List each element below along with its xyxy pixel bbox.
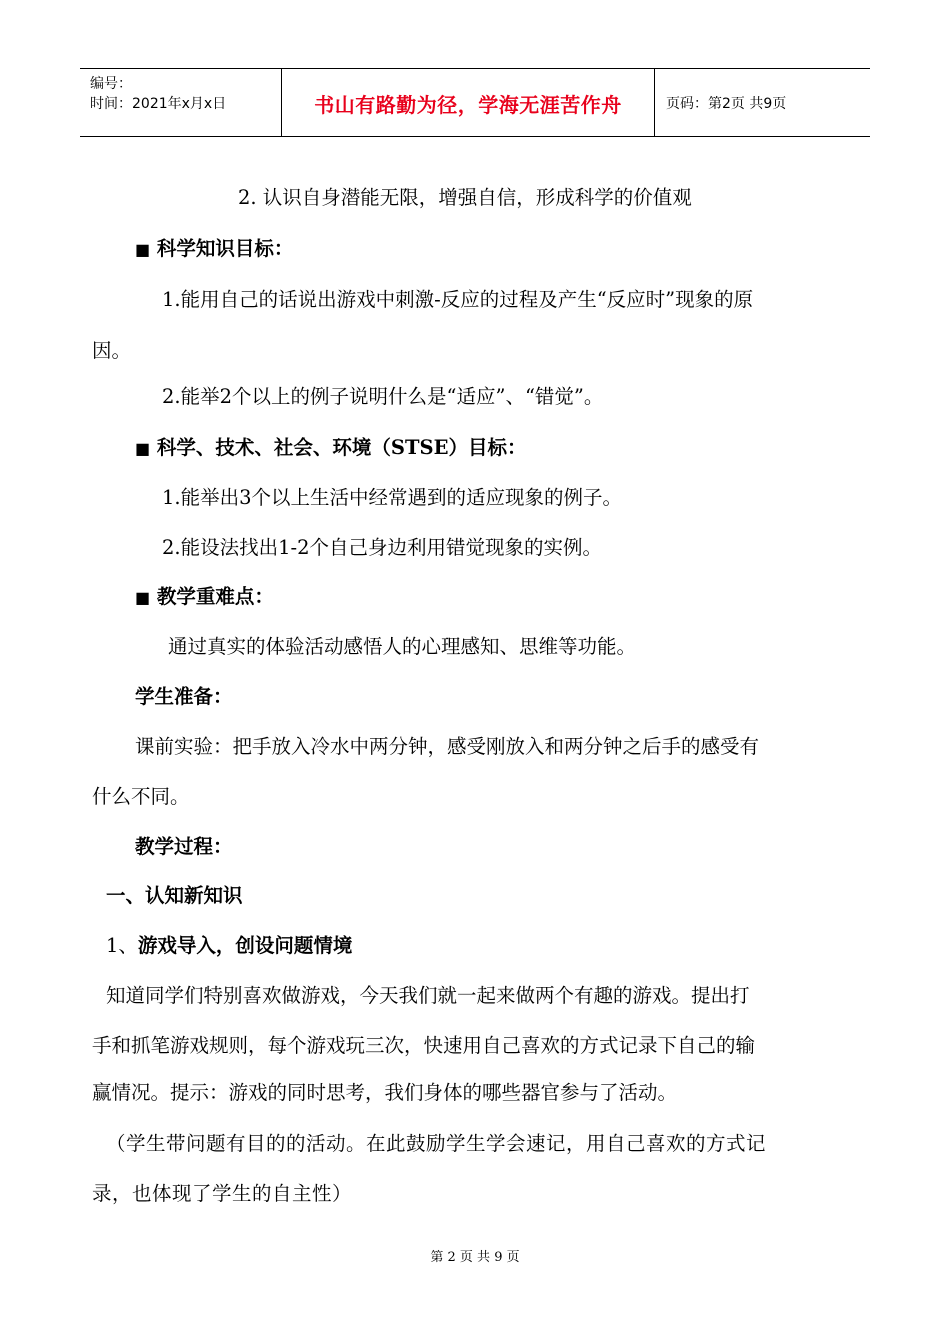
paragraph-line: 1.能举出3个以上生活中经常遇到的适应现象的例子。 xyxy=(162,486,623,509)
subsection-number: 1、 xyxy=(106,934,138,957)
number-label: 编号： xyxy=(90,76,132,92)
heading-science-goals xyxy=(135,233,293,261)
paragraph-line: 赢情况。提示：游戏的同时思考，我们身体的哪些器官参与了活动。 xyxy=(92,1081,678,1104)
heading-teaching-process: 教学过程： xyxy=(135,835,233,858)
paragraph-line: 2.能设法找出1-2个自己身边利用错觉现象的实例。 xyxy=(162,536,603,559)
heading-key-points xyxy=(135,581,274,609)
motto: 书山有路勤为径，学海无涯苦作舟 xyxy=(314,93,622,117)
bullet-square: ■ xyxy=(135,439,151,458)
bullet-square: ■ xyxy=(135,240,151,259)
header-motto-cell xyxy=(282,69,655,136)
header-info-cell xyxy=(80,69,282,136)
paragraph-line: 手和抓笔游戏规则，每个游戏玩三次，快速用自己喜欢的方式记录下自己的输 xyxy=(92,1034,756,1057)
note-line: （学生带问题有目的的活动。在此鼓励学生学会速记，用自己喜欢的方式记 xyxy=(106,1132,767,1155)
time-label: 时间：2021年x月x日 xyxy=(90,96,227,112)
paragraph-line: 1.能用自己的话说出游戏中刺激-反应的过程及产生“反应时”现象的原 xyxy=(162,288,754,311)
heading-text: 科学、技术、社会、环境（STSE）目标： xyxy=(156,436,527,459)
paragraph-line: 通过真实的体验活动感悟人的心理感知、思维等功能。 xyxy=(168,635,637,658)
page-info: 页码：第2页 共9页 xyxy=(666,96,787,112)
section-heading: 一、认知新知识 xyxy=(106,884,243,907)
heading-text: 科学知识目标： xyxy=(156,237,294,260)
subsection-heading xyxy=(106,930,352,958)
page-footer: 第 2 页 共 9 页 xyxy=(430,1250,520,1265)
paragraph-line: 知道同学们特别喜欢做游戏，今天我们就一起来做两个有趣的游戏。提出打 xyxy=(106,984,750,1007)
paragraph-line: 因。 xyxy=(92,339,132,362)
paragraph-line: 课前实验：把手放入冷水中两分钟，感受刚放入和两分钟之后手的感受有 xyxy=(135,735,760,758)
document-header xyxy=(80,68,870,137)
heading-text: 教学重难点： xyxy=(156,585,274,608)
header-page-cell xyxy=(656,69,870,136)
goal-line-values: 2. 认识自身潜能无限，增强自信，形成科学的价值观 xyxy=(238,186,692,209)
paragraph-line: 什么不同。 xyxy=(92,785,190,808)
heading-student-prep: 学生准备： xyxy=(135,685,233,708)
paragraph-line: 2.能举2个以上的例子说明什么是“适应”、“错觉”。 xyxy=(162,385,604,408)
note-line: 录，也体现了学生的自主性） xyxy=(92,1182,353,1205)
subsection-title: 游戏导入，创设问题情境 xyxy=(137,934,353,957)
bullet-square: ■ xyxy=(135,588,151,607)
heading-stse-goals xyxy=(135,432,526,460)
